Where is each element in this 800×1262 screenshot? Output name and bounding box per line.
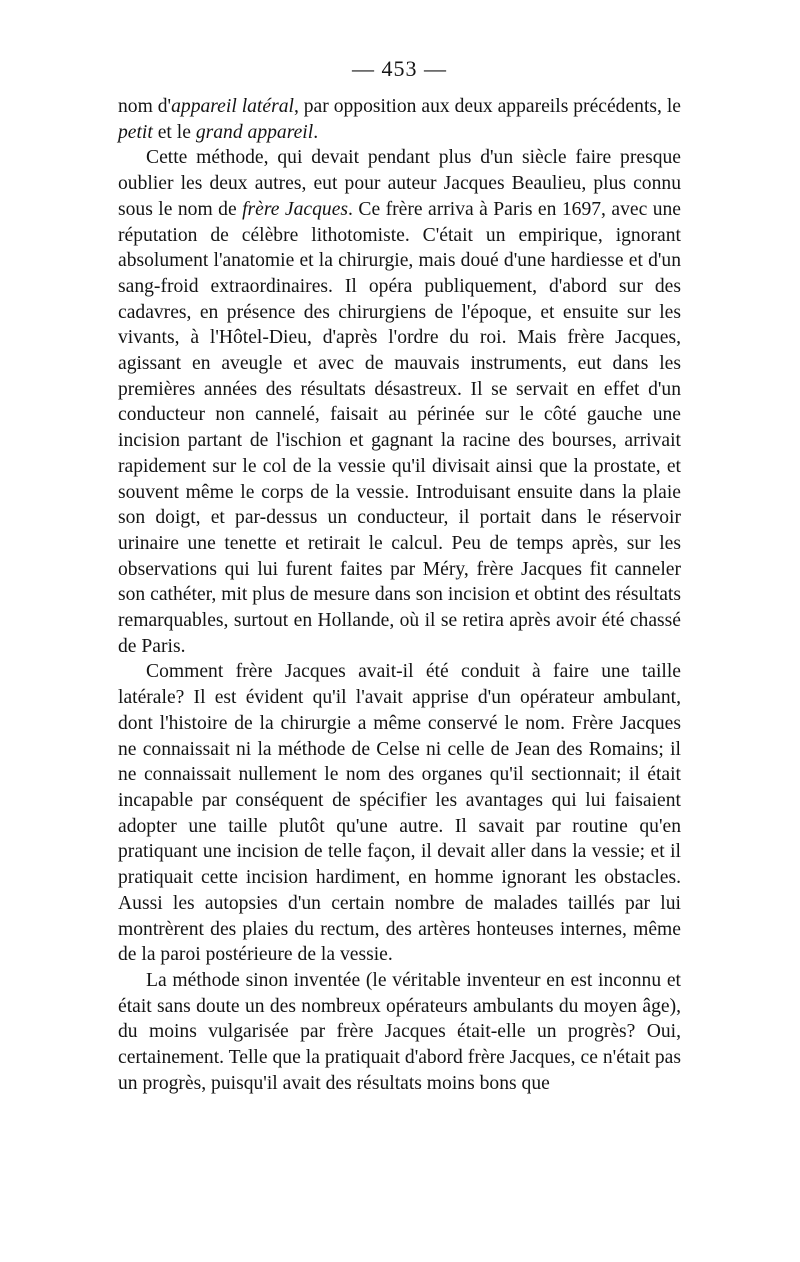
body-text <box>118 94 681 1096</box>
book-page <box>118 52 681 1096</box>
italic-text: grand appareil <box>195 121 314 143</box>
text-run: et le <box>152 121 196 143</box>
italic-text: petit <box>118 121 153 143</box>
text-run: La méthode sinon inventée (le véritable inventeur en est inconnu et était sans doute un des nombreux opérateurs ambulants du moyen âge), du moins vulgarisée par frère Jacques était-elle un progrès? Oui, certainement. Telle que la pratiquait d'abord frère Jacques, ce n'était pas un progrès, puisqu'il avait des résultats moins bons que <box>118 969 681 1094</box>
italic-text: appareil latéral <box>171 96 294 117</box>
text-run: . <box>313 121 319 143</box>
text-run: Comment frère Jacques avait-il été conduit à faire une taille latérale? Il est évident qu'il l'avait apprise d'un opérateur ambulant, dont l'histoire de la chirurgie a même conservé le nom. Frère Jacques ne connaissait ni la méthode de Celse ni celle de Jean des Romains; il ne connaissait nullement le nom des organes qu'il sectionnait; il était incapable par conséquent de spécifier les avantages qui lui faisaient adopter une taille plutôt qu'une autre. Il savait par routine qu'en pratiquant une incision de telle façon, il devait aller dans la vessie; et il pratiquait cette incision hardiment, en homme ignorant les obstacles. Aussi les autopsies d'un certain nombre de malades taillés par lui montrèrent des plaies du rectum, des artères honteuses internes, même de la paroi postérieure de la vessie. <box>118 661 681 966</box>
paragraph <box>118 145 681 659</box>
italic-text: frère Jacques <box>242 198 349 220</box>
text-run: . Ce frère arriva à Paris en 1697, avec une réputation de célèbre lithotomiste. C'était un empirique, ignorant absolument l'anatomie et la chirurgie, mais doué d'une hardiesse et d'un sang-froid extraordinaires. Il opéra publiquement, d'abord sur des cadavres, en présence des chirurgiens de l'époque, et ensuite sur les vivants, à l'Hôtel-Dieu, d'après l'ordre du roi. Mais frère Jacques, agissant en aveugle et avec de mauvais instruments, eut dans les premières années des résultats désastreux. Il se servait en effet d'un conducteur non cannelé, faisait au périnée sur le côté gauche une incision partant de l'ischion et gagnant la racine des bourses, arrivait rapidement sur le col de la vessie qu'il divisait ainsi que la prostate, et souvent même le corps de la vessie. Introduisant ensuite dans la plaie son doigt, et par-dessus un conducteur, il portait dans le réservoir urinaire une tenette et retirait le calcul. Peu de temps après, sur les observations qui lui furent faites par Méry, frère Jacques fit canneler son cathéter, mit plus de mesure dans son incision et obtint des résultats remarquables, surtout en Hollande, où il se retira après avoir été chassé de Paris. <box>118 198 682 657</box>
paragraph <box>118 659 681 967</box>
paragraph <box>118 968 681 1097</box>
text-run: Cette méthode, qui devait pendant plus d'un siècle faire presque oublier les deux autres, eut pour auteur Jacques Beaulieu, plus connu sous le nom de <box>118 147 681 220</box>
paragraph <box>118 94 681 145</box>
page-number: — 453 — <box>352 56 447 81</box>
text-run: , par opposition aux deux appareils précédents, le <box>293 96 681 117</box>
text-run: nom d' <box>118 96 172 117</box>
